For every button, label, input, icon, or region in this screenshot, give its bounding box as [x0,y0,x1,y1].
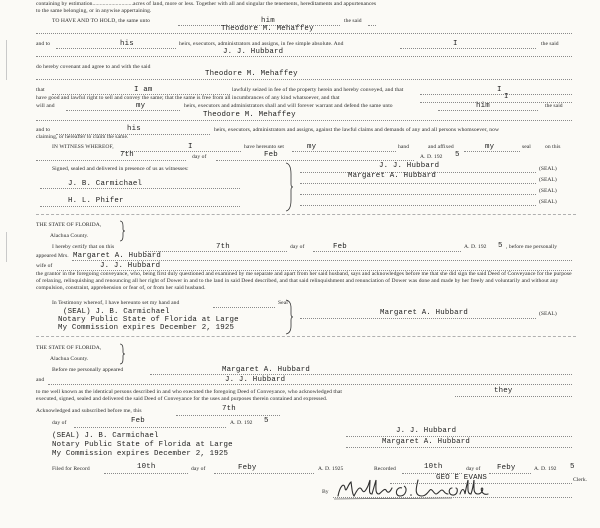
seal-label: (SEAL) [539,166,557,172]
heirs-clause: heirs, executors, administrators and assigns, in fee simple absolute. And [179,41,344,47]
ack2-month: Feb [131,417,145,425]
have-right-text: have good and lawful right to sell and convey the same; that the same is free from all incumbrances of any kind whatsoever, and that [36,95,340,101]
fill-line [48,384,572,385]
witness-affixed: and affixed [428,144,454,150]
and-to-text: and to [36,41,51,47]
filed-day: 10th [137,463,156,471]
fill-line [72,260,572,261]
signature-line [300,194,536,195]
recorded-label: Recorded [374,466,396,472]
bracket [119,220,125,242]
will-and-text: will and [36,103,55,109]
section-divider [36,336,576,337]
seized-text: lawfully seized in fee of the property herein and hereby conveyed, and that [232,87,404,93]
fill-line [313,251,461,252]
deed-day-of: day of [192,154,207,160]
ack2-county: Alachua County. [50,356,89,362]
claiming-text: claiming, or hereafter to claim the same. [36,134,129,140]
bracket [285,162,293,212]
fill-line [121,151,241,152]
ack1-appeared: appeared Mrs. [36,253,69,259]
fill-line [40,206,240,207]
ack1-name: Margaret A. Hubbard [73,252,162,260]
clerk-name: GEO E EVANS [436,474,487,482]
margin-mark [6,232,7,262]
deed-line-appertaining: to the same belonging, or in anywise appertaining. [36,8,152,14]
deed-month: Feb [264,151,278,159]
habendum-the-said: the said [344,18,362,24]
signature-line [300,318,536,319]
fill-line [36,120,572,121]
filed-month: Feby [238,464,257,472]
ack2-name-1: Margaret A. Hubbard [222,366,311,374]
fill-line [176,415,280,416]
fill-line [36,56,572,57]
ack2-and: and [36,377,45,383]
ack1-day-of: day of [290,244,305,250]
that-text: that [36,87,45,93]
filed-for-record: Filed for Record [52,466,90,472]
deed-day: 7th [120,151,134,159]
fill-line [400,48,536,49]
signer-2-name: Margaret A. Hubbard [348,172,437,180]
ack2-notary-seal: (SEAL) J. B. Carmichael [52,432,159,440]
witness-my: my [307,143,317,151]
ack1-husband: J. J. Hubbard [100,262,161,270]
recorded-day: 10th [424,463,443,471]
fill-line [56,48,176,49]
fill-line [36,33,572,34]
fill-line [36,79,572,80]
fill-line [104,473,188,474]
witness-1-name: J. B. Carmichael [68,180,143,188]
fill-line [213,307,275,308]
signer-1-name: J. J. Hubbard [379,162,440,170]
ack2-before: Before me personally appeared [52,367,124,373]
ack1-year-digit: 5 [498,242,503,250]
ack2-body-a: to me well known as the identical persons described in and who executed the foregoing Deed of Conveyance, who acknowledged that [36,389,342,395]
witness-2-name: H. L. Phifer [68,197,124,205]
signature-line [346,436,572,437]
ack1-notary-expires: My Commission expires December 2, 1925 [58,324,235,332]
fill-line [150,374,572,375]
witness-pronoun-i: I [188,143,193,151]
clerk-label: Clerk. [573,477,588,483]
bracket [285,299,293,335]
fill-line [216,160,414,161]
grantor-name: J. J. Hubbard [223,48,284,56]
ack2-body-b: executed, signed, sealed and delivered the said Deed of Conveyance for the uses and purposes therein contained and expressed. [36,396,328,402]
fill-line [40,188,240,189]
habendum-text: TO HAVE AND TO HOLD, the same unto [52,18,150,24]
pronoun-i-2: I [497,86,502,94]
ack1-day: 7th [216,243,230,251]
recorded-month: Feby [497,464,516,472]
ack1-month: Feb [333,243,347,251]
grantee-name-2: Theodore M. Mehaffey [205,70,298,78]
fill-line [66,110,180,111]
grantee-name: Theodore M. Mehaffey [221,25,314,33]
fill-line [489,473,531,474]
filed-ad: A. D. 1925 [318,466,344,472]
fill-line [36,160,186,161]
fill-line [438,110,538,111]
warrant-text: heirs, executors and administrators shall and will forever warrant and defend the same unto [184,103,393,109]
pronoun-his-2: his [127,125,141,133]
filed-day-of: day of [191,466,206,472]
signature-line [300,205,536,206]
and-to-text-2: and to [36,127,51,133]
ack2-name-2: J. J. Hubbard [225,376,286,384]
recorded-ad: A. D. 192 [534,466,557,472]
signature-line [333,497,572,498]
ack2-notary-title: Notary Public State of Florida at Large [52,441,233,449]
ack1-body: the grantor in the foregoing conveyance, who, being first duly questioned and examined by me separate and apart from her said husband, says and acknowledges before me that she did sign the said Deed of Conveyance for the purpose of relaxing, relinquishing and renouncing all her right of Dower in and to the land in said Deed described, and that said relinquishment and renunciation of Dower was done and made by her freely and voluntarily and without any compulsion, constraint, apprehension or fear of, or from her said husband. [36,271,572,291]
fill-line [455,396,572,397]
ack1-state: THE STATE OF FLORIDA, [36,222,102,228]
witness-my-2: my [485,143,495,151]
pronoun-i-3: I [504,93,509,101]
deed-line-estimation: containing by estimation............................acres of land, more or less. Together with all and singular the tenements, hereditaments and appurtenances [36,1,377,7]
ack1-certify: I hereby certify that on this [52,244,115,250]
heirs-clause-2: heirs, executors, administrators and assigns, against the lawful claims and demands of any and all persons whomsoever, now [214,127,500,133]
ack1-notary-seal: (SEAL) J. B. Carmichael [63,308,170,316]
the-said-text-2: the said [545,103,563,109]
seal-label: (SEAL) [539,311,557,317]
ack2-signer-2: Margaret A. Hubbard [382,438,471,446]
ack2-year-digit: 5 [264,417,269,425]
witness-hand: hand [398,144,410,150]
bracket [119,343,125,365]
pronoun-i: I [453,40,458,48]
pronoun-his: his [120,40,134,48]
the-said-text: the said [541,41,559,47]
witness-seal: seal [522,144,531,150]
covenant-text: do hereby covenant and agree to and with the said [36,64,151,70]
ack2-acknowledged: Acknowledged and subscribed before me, this [36,408,142,414]
signature-line [300,183,536,184]
witness-text-b: have hereunto set [244,144,284,150]
margin-mark [6,40,7,80]
deed-ad: A. D. 192 [420,154,443,160]
i-am: I am [134,86,153,94]
deed-year-digit: 5 [455,151,460,159]
ack1-signer: Margaret A. Hubbard [380,309,469,317]
ack1-notary-title: Notary Public State of Florida at Large [58,316,239,324]
fill-line [74,427,226,428]
recorded-day-of: day of [466,466,481,472]
witness-on-this: on this [545,144,561,150]
recorded-year-digit: 5 [570,463,575,471]
ack2-day-of: day of [52,420,67,426]
ack2-signer-1: J. J. Hubbard [396,427,457,435]
fill-line [292,151,396,152]
deputy-signature [332,476,492,502]
section-divider [36,214,576,215]
fill-line [420,94,572,95]
ack1-seal-word: Seal [278,300,288,306]
ack2-notary-expires: My Commission expires December 2, 1925 [52,450,229,458]
fill-line [464,151,520,152]
grantee-name-3: Theodore M. Mehaffey [203,111,296,119]
pronoun-my: my [136,102,146,110]
seal-label: (SEAL) [539,177,557,183]
signature-line [346,447,572,448]
ack1-county: Alachua County. [50,233,89,239]
seal-label: (SEAL) [539,199,557,205]
ack2-they: they [494,387,513,395]
ack1-before: , before me personally [506,244,558,250]
fill-line [145,251,287,252]
fill-line [214,473,314,474]
ack1-wife-of: wife of [36,263,53,269]
ack2-state: THE STATE OF FLORIDA, [36,345,102,351]
signed-presence: Signed, sealed and delivered in presence of us as witnesses: [52,166,189,172]
ack2-day: 7th [222,405,236,413]
fill-line [368,25,376,26]
ack1-ad: A. D. 192 [464,244,487,250]
ack1-testimony: In Testimony whereof, I have hereunto set my hand and [52,300,180,306]
habendum-pronoun: him [261,17,275,25]
ack2-ad: A. D. 192 [230,420,253,426]
by-label: By [322,489,329,495]
pronoun-him: him [476,102,490,110]
witness-text: IN WITNESS WHEREOF, [52,144,114,150]
seal-label: (SEAL) [539,188,557,194]
